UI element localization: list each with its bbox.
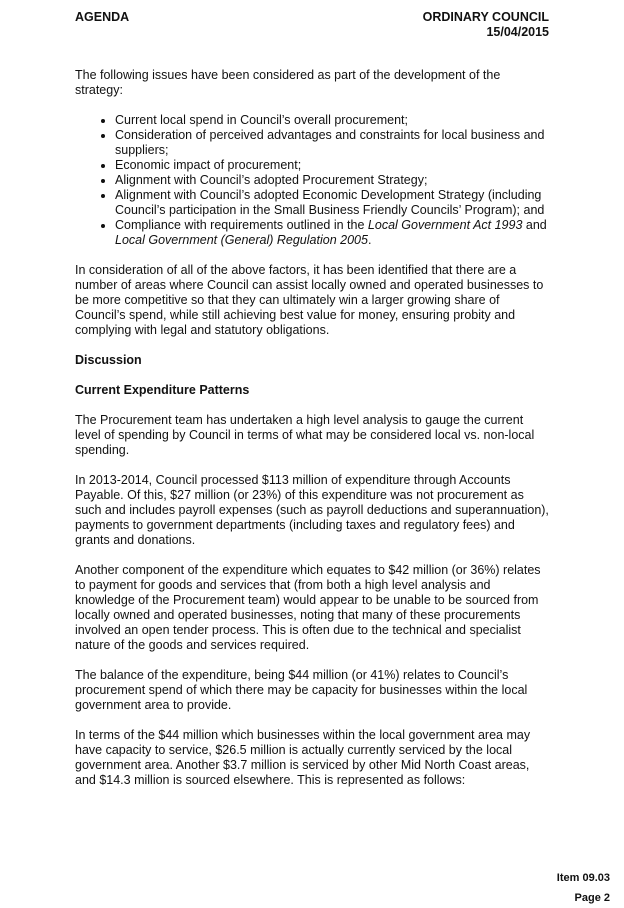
header-agenda: AGENDA	[75, 10, 130, 24]
item-number: Item 09.03	[556, 872, 610, 884]
regulation-name: Local Government (General) Regulation 2005	[115, 233, 368, 247]
list-item: • Alignment with Council’s adopted Procurement Strategy;	[115, 173, 549, 188]
list-item: • Current local spend in Council’s overall procurement;	[115, 113, 549, 128]
meeting-title: ORDINARY COUNCIL	[422, 10, 549, 24]
list-item: • Alignment with Council’s adopted Economic Development Strategy (including Council’s participation in the Small Business Friendly Councils’ Program); and	[115, 188, 549, 218]
document-body	[75, 68, 549, 803]
paragraph: In 2013-2014, Council processed $113 million of expenditure through Accounts Payable. Of this, $27 million (or 23%) of this expenditure was not procurement as such and includes payroll expenses (such as payroll deductions and superannuation), payments to government departments (including taxes and regulatory fees) and grants and donations.	[75, 473, 549, 547]
intro-paragraph: The following issues have been considered as part of the development of the strategy:	[75, 68, 501, 97]
header-meeting	[423, 10, 549, 40]
paragraph: The Procurement team has undertaken a high level analysis to gauge the current level of spending by Council in terms of what may be considered local vs. non-local spending.	[75, 413, 535, 457]
page-footer	[557, 868, 610, 908]
discussion-heading: Discussion	[75, 353, 142, 367]
meeting-date: 15/04/2015	[486, 25, 549, 39]
paragraph: The balance of the expenditure, being $44 million (or 41%) relates to Council’s procurement spend of which there may be capacity for businesses within the local government area to provide.	[75, 668, 528, 712]
list-item	[115, 218, 549, 248]
paragraph: Another component of the expenditure which equates to $42 million (or 36%) relates to payment for goods and services that (from both a high level analysis and knowledge of the Procurement team) would appear to be unable to be sourced from locally owned and operated businesses, noting that many of these procurements involved an open tender process. This is often due to the technical and specialist nature of the goods and services required.	[75, 563, 541, 652]
consideration-paragraph: In consideration of all of the above factors, it has been identified that there are a number of areas where Council can assist locally owned and operated businesses to be more competitive so that they can ultimately win a larger growing share of Council’s spend, while still achieving best value for money, ensuring probity and complying with legal and statutory obligations.	[75, 263, 544, 337]
compliance-mid: and	[522, 218, 547, 232]
issues-list	[75, 113, 549, 248]
patterns-heading: Current Expenditure Patterns	[75, 383, 250, 397]
compliance-prefix: Compliance with requirements outlined in the	[115, 218, 368, 232]
list-item: • Consideration of perceived advantages and constraints for local business and suppliers;	[115, 128, 549, 158]
list-item: • Economic impact of procurement;	[115, 158, 549, 173]
compliance-suffix: .	[367, 233, 372, 247]
act-name: Local Government Act 1993	[367, 218, 523, 232]
page-number: Page 2	[574, 892, 610, 904]
paragraph: In terms of the $44 million which businesses within the local government area may have capacity to service, $26.5 million is actually currently serviced by the local government area. Another $3.7 million is serviced by other Mid North Coast areas, and $14.3 million is sourced elsewhere. This is represented as follows:	[75, 728, 531, 787]
